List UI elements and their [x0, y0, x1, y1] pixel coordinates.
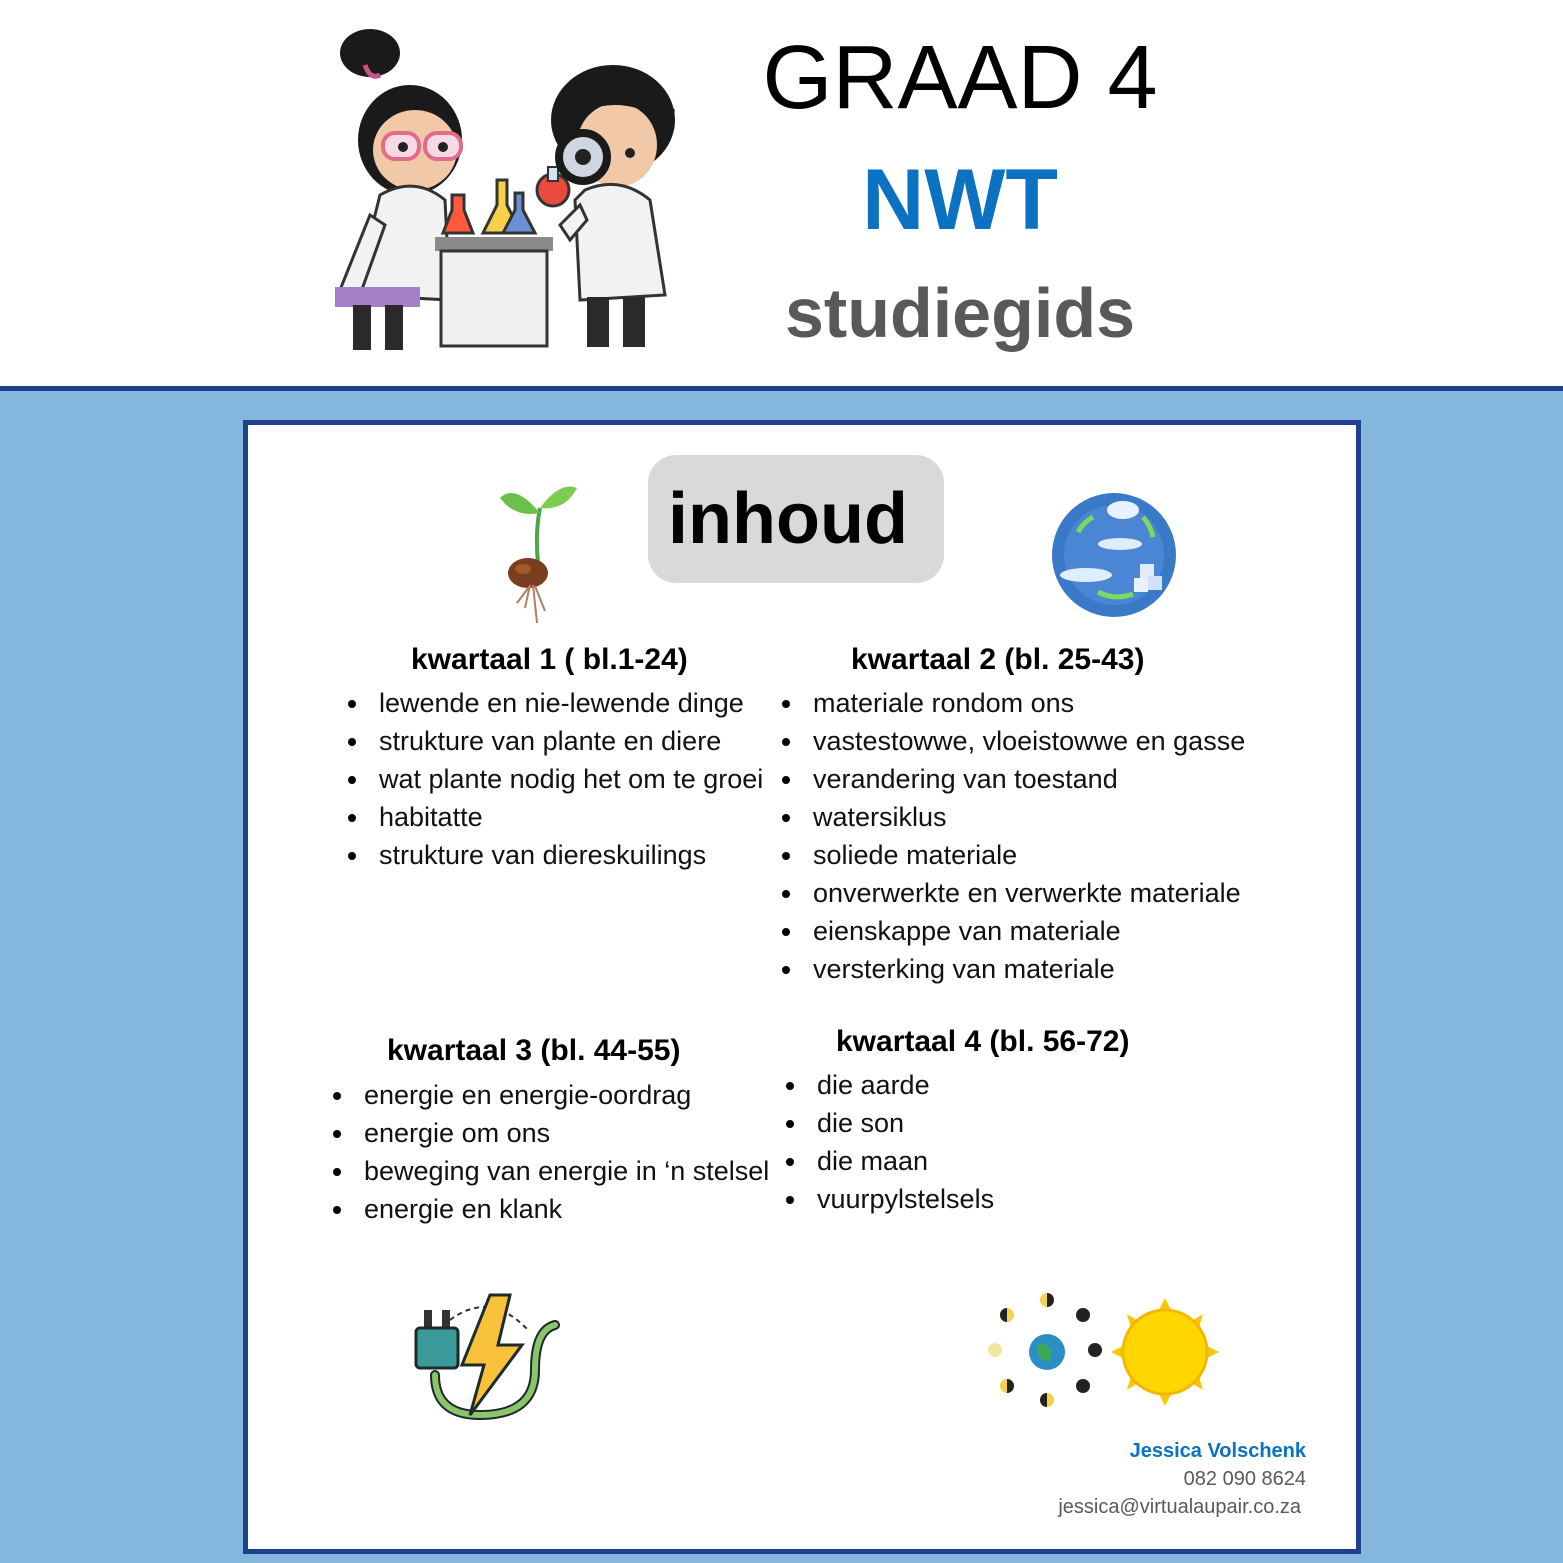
- grade-title: GRAAD 4: [762, 28, 1158, 128]
- term-3-list: [330, 1076, 769, 1228]
- list-item: energie en energie-oordrag: [330, 1076, 769, 1114]
- list-item: soliede materiale: [779, 836, 1245, 874]
- list-item: beweging van energie in ‘n stelsel: [330, 1152, 769, 1190]
- list-item: energie en klank: [330, 1190, 769, 1228]
- list-item: verandering van toestand: [779, 760, 1245, 798]
- list-item: strukture van plante en diere: [345, 722, 763, 760]
- contents-heading: inhoud: [668, 479, 908, 559]
- author-email[interactable]: jessica@virtualaupair.co.za: [1058, 1496, 1301, 1518]
- author-phone: 082 090 8624: [1183, 1468, 1306, 1490]
- list-item: vuurpylstelsels: [783, 1180, 994, 1218]
- author-name: Jessica Volschenk: [1129, 1440, 1306, 1462]
- list-item: onverwerkte en verwerkte materiale: [779, 874, 1245, 912]
- water-cycle-icon: [1048, 492, 1180, 617]
- list-item: watersiklus: [779, 798, 1245, 836]
- term-1-list: [345, 684, 763, 874]
- term-3-title: kwartaal 3 (bl. 44-55): [387, 1034, 681, 1067]
- term-4-title: kwartaal 4 (bl. 56-72): [836, 1025, 1130, 1058]
- list-item: habitatte: [345, 798, 763, 836]
- list-item: die aarde: [783, 1066, 994, 1104]
- subject-title: NWT: [862, 152, 1058, 248]
- term-1-title: kwartaal 1 ( bl.1-24): [411, 643, 688, 676]
- contents-heading-box: [648, 455, 944, 583]
- study-guide-subtitle: studiegids: [784, 274, 1136, 352]
- header: [0, 0, 1563, 386]
- list-item: lewende en nie-lewende dinge: [345, 684, 763, 722]
- list-item: versterking van materiale: [779, 950, 1245, 988]
- moon-phases-sun-icon: [985, 1290, 1220, 1415]
- list-item: wat plante nodig het om te groei: [345, 760, 763, 798]
- sprout-icon: [495, 483, 580, 633]
- plug-energy-icon: [410, 1290, 560, 1425]
- term-2-title: kwartaal 2 (bl. 25-43): [851, 643, 1145, 676]
- list-item: materiale rondom ons: [779, 684, 1245, 722]
- list-item: vastestowwe, vloeistowwe en gasse: [779, 722, 1245, 760]
- list-item: eienskappe van materiale: [779, 912, 1245, 950]
- term-2-list: [779, 684, 1245, 988]
- list-item: die maan: [783, 1142, 994, 1180]
- list-item: energie om ons: [330, 1114, 769, 1152]
- list-item: strukture van diereskuilings: [345, 836, 763, 874]
- list-item: die son: [783, 1104, 994, 1142]
- scientists-illustration: [325, 25, 685, 360]
- term-4-list: [783, 1066, 994, 1218]
